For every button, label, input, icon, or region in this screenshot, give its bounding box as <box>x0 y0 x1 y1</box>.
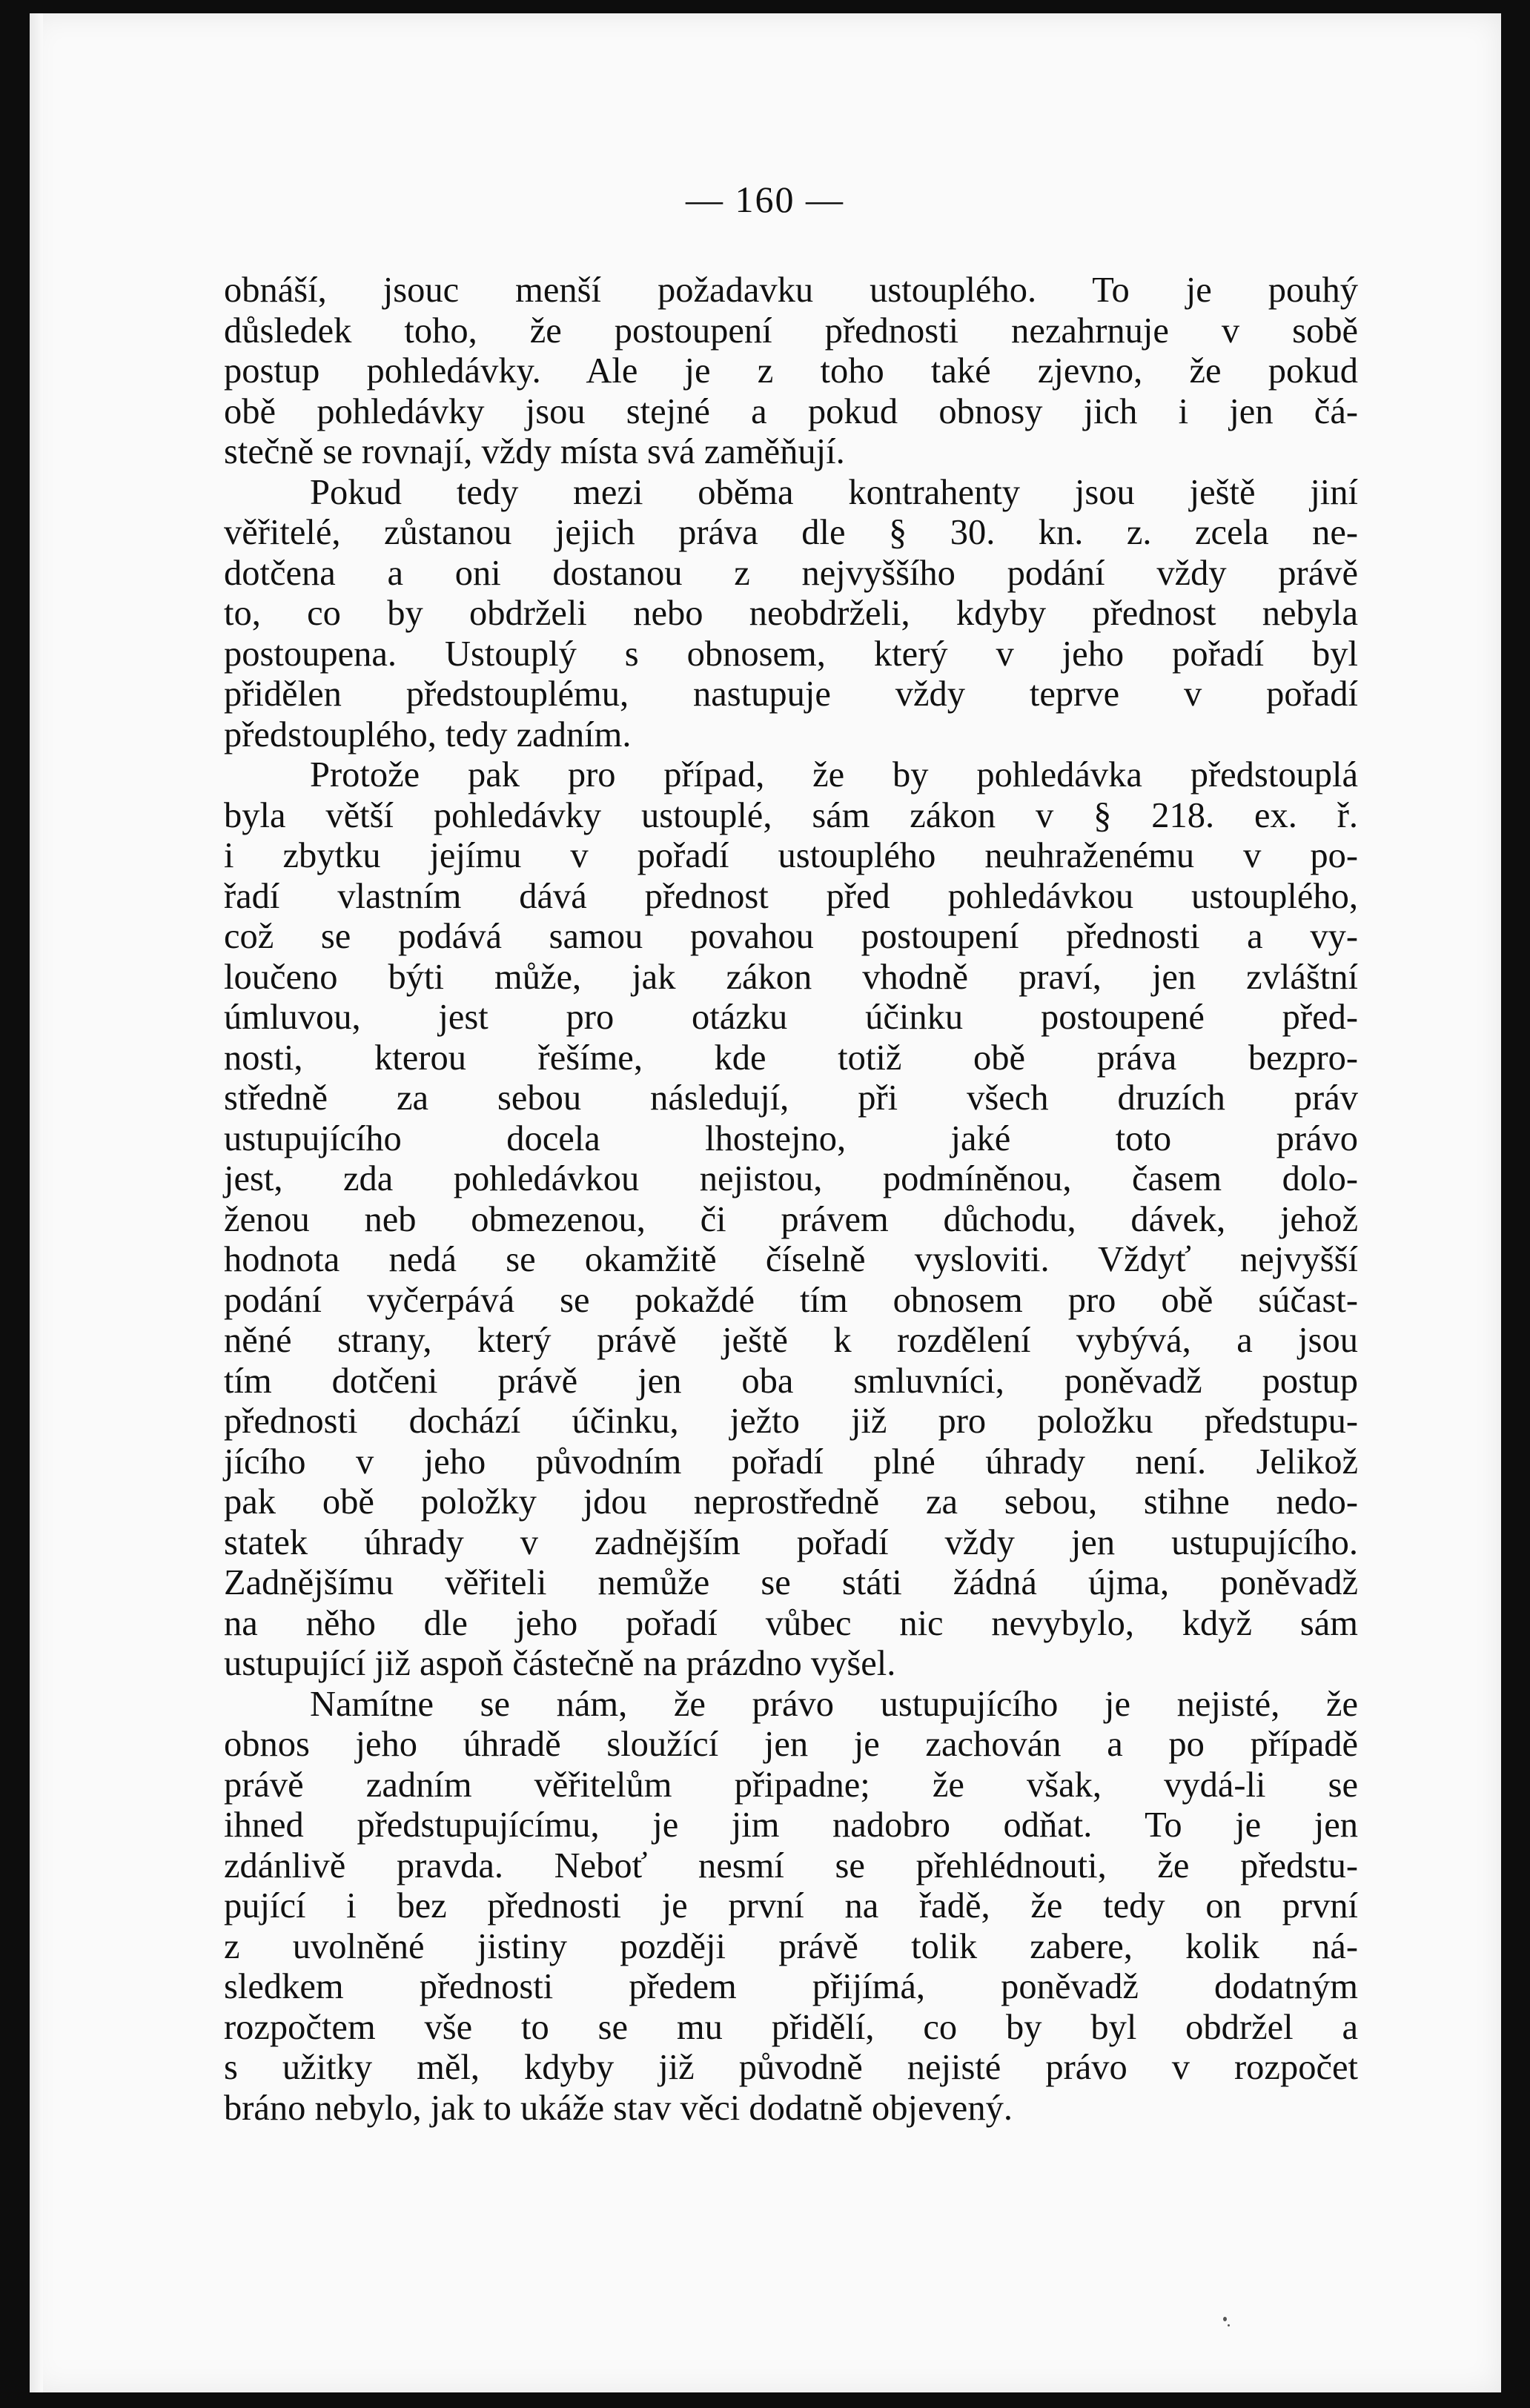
text-line: dotčena a oni dostanou z nejvyššího podání vždy právě <box>224 553 1358 593</box>
paragraph <box>224 473 1358 756</box>
text-line: ustupujícího docela lhostejno, jaké toto právo <box>224 1118 1358 1158</box>
paragraph <box>224 271 1358 473</box>
paper-speck <box>1223 2317 1227 2321</box>
text-line: postup pohledávky. Ale je z toho také zjevno, že pokud <box>224 351 1358 391</box>
page-number: — 160 — <box>686 179 844 220</box>
text-line: stečně se rovnají, vždy místa svá zaměňují. <box>224 432 845 471</box>
text-line: předstouplého, tedy zadním. <box>224 714 632 754</box>
text-line: pující i bez přednosti je první na řadě, že tedy on první <box>224 1886 1358 1926</box>
page-edge-shadow <box>30 13 43 2392</box>
text-line: ihned předstupujícímu, je jim nadobro odňat. To je jen <box>224 1805 1358 1845</box>
text-line: jest, zda pohledávkou nejistou, podmíněnou, časem dolo- <box>224 1159 1358 1198</box>
text-line: věřitelé, zůstanou jejich práva dle § 30. kn. z. zcela ne- <box>224 513 1358 552</box>
text-line: tím dotčeni právě jen oba smluvníci, poněvadž postup <box>224 1361 1358 1401</box>
text-line: s užitky měl, kdyby již původně nejisté právo v rozpočet <box>224 2048 1358 2087</box>
text-line: bráno nebylo, jak to ukáže stav věci dodatně objevený. <box>224 2088 1013 2128</box>
text-line: byla větší pohledávky ustouplé, sám zákon v § 218. ex. ř. <box>224 795 1358 835</box>
text-line: obnos jeho úhradě sloužící jen je zachován a po případě <box>224 1725 1358 1764</box>
text-line: zdánlivě pravda. Neboť nesmí se přehlédnouti, že předstu- <box>224 1845 1358 1885</box>
text-line: Namítne se nám, že právo ustupujícího je nejisté, že <box>310 1684 1358 1724</box>
text-line: ženou neb obmezenou, či právem důchodu, dávek, jehož <box>224 1199 1358 1239</box>
text-line: přidělen předstouplému, nastupuje vždy teprve v pořadí <box>224 674 1358 714</box>
text-line: Protože pak pro případ, že by pohledávka předstouplá <box>310 755 1358 795</box>
text-line: to, co by obdrželi nebo neobdrželi, kdyby přednost nebyla <box>224 594 1358 633</box>
text-line: pak obě položky jdou neprostředně za sebou, stihne nedo- <box>224 1482 1358 1522</box>
text-line: důsledek toho, že postoupení přednosti nezahrnuje v sobě <box>224 311 1358 351</box>
text-line: na něho dle jeho pořadí vůbec nic nevybylo, když sám <box>224 1603 1358 1643</box>
text-line: ustupující již aspoň částečně na prázdno vyšel. <box>224 1644 896 1683</box>
text-line: hodnota nedá se okamžitě číselně vysloviti. Vždyť nejvyšší <box>224 1240 1358 1279</box>
text-line: statek úhrady v zadnějším pořadí vždy jen ustupujícího. <box>224 1522 1358 1562</box>
text-line: loučeno býti může, jak zákon vhodně praví, jen zvláštní <box>224 957 1358 997</box>
text-line: i zbytku jejímu v pořadí ustouplého neuhraženému v po- <box>224 836 1358 875</box>
text-line: řadí vlastním dává přednost před pohledávkou ustouplého, <box>224 876 1358 916</box>
text-line: sledkem přednosti předem přijímá, poněvadž dodatným <box>224 1967 1358 2006</box>
text-line: přednosti dochází účinku, ježto již pro položku předstupu- <box>224 1402 1358 1441</box>
text-line: což se podává samou povahou postoupení přednosti a vy- <box>224 917 1358 956</box>
text-line: obnáší, jsouc menší požadavku ustouplého. To je pouhý <box>224 271 1358 310</box>
text-line: Zadnějšímu věřiteli nemůže se státi žádná újma, poněvadž <box>224 1563 1358 1602</box>
text-line: úmluvou, jest pro otázku účinku postoupené před- <box>224 998 1358 1037</box>
body-text <box>224 271 1358 2129</box>
paragraph <box>224 755 1358 1685</box>
text-line: středně za sebou následují, při všech druzích práv <box>224 1078 1358 1118</box>
text-line: podání vyčerpává se pokaždé tím obnosem pro obě súčast- <box>224 1280 1358 1320</box>
text-line: nosti, kterou řešíme, kde totiž obě práva bezpro- <box>224 1038 1358 1078</box>
paragraph <box>224 1685 1358 2129</box>
text-line: rozpočtem vše to se mu přidělí, co by byl obdržel a <box>224 2007 1358 2047</box>
text-line: z uvolněné jistiny později právě tolik zabere, kolik ná- <box>224 1926 1358 1966</box>
text-line: postoupena. Ustouplý s obnosem, který v jeho pořadí byl <box>224 634 1358 674</box>
text-line: něné strany, který právě ještě k rozdělení vybývá, a jsou <box>224 1321 1358 1360</box>
paper-speck <box>1228 2324 1230 2326</box>
text-line: jícího v jeho původním pořadí plné úhrady není. Jelikož <box>224 1442 1358 1482</box>
text-line: obě pohledávky jsou stejné a pokud obnosy jich i jen čá- <box>224 391 1358 431</box>
text-line: Pokud tedy mezi oběma kontrahenty jsou ještě jiní <box>310 472 1358 512</box>
text-line: právě zadním věřitelům připadne; že však, vydá-li se <box>224 1765 1358 1805</box>
